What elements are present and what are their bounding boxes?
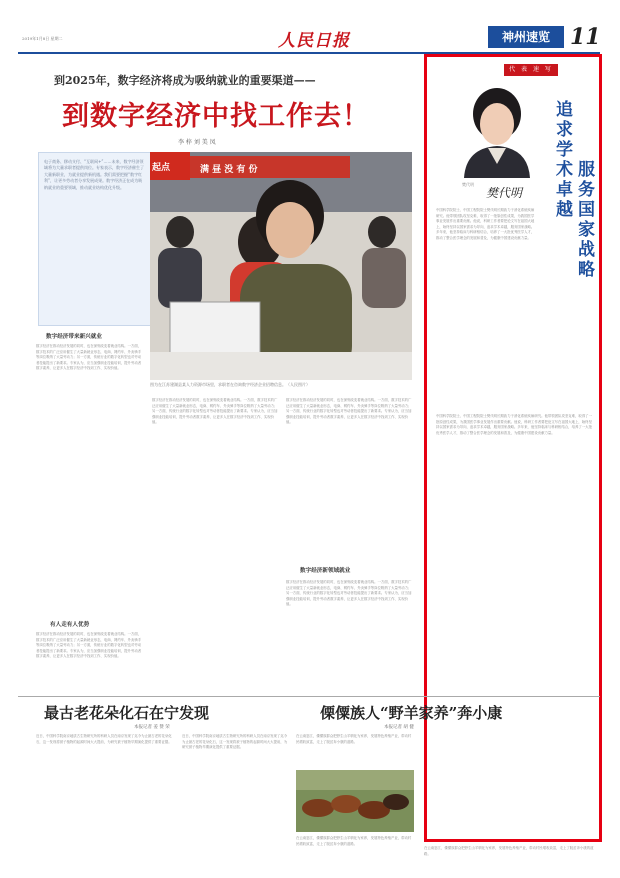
photo-caption [150,382,412,388]
photo-credit: （人民图片） [286,382,310,387]
sidebar-body-2: 中国科学院院士、中国工程院院士樊代明长期致力于消化系统疾病研究。他带领团队攻坚克难，取得了一批原创性成果，为我国医学事业发展作出重要贡献。他说，科研工作者要把论文写在祖国大地上，始终坚持以国家需求为导向，追求学术卓越，服务国家战略。多年来，他坚持临床与科研相结合，培养了一大批优秀医学人才，推动了整合医学理念的发展和普及，为健康中国建设贡献力量。 [436,414,592,435]
sidebar-body-1: 中国科学院院士、中国工程院院士樊代明长期致力于消化系统疾病研究。他带领团队攻坚克难，取得了一批原创性成果，为我国医学事业发展作出重要贡献。他说，科研工作者要把论文写在祖国大地上，始终坚持以国家需求为导向，追求学术卓越，服务国家战略。多年来，他坚持临床与科研相结合，培养了一大批优秀医学人才，推动了整合医学理念的发展和普及，为健康中国建设贡献力量。 [436,208,535,240]
issue-date: 2019年1月8日 星期二 [22,36,63,41]
photo-banner-left: 起点 [152,163,171,173]
bottom-right-body-2: 在云南怒江，傈僳族群众把野生山羊驯化为家养，发展特色养殖产业，带动村民增收致富，走上了脱贫奔小康的道路。 [296,836,412,846]
subhead-2: 有人走有人优势 [50,622,90,628]
story-photo [150,152,412,380]
body-column-1b: 数字经济在推动经济发展的同时，也在深刻改变着就业结构。一方面，数字技术的广泛应用催生了大量新就业形态，电商、网约车、外卖骑手等岗位吸纳了大量劳动力；另一方面，传统行业的数字化转型也对劳动者技能提出了新要求。专家认为，应当加强职业技能培训，提升劳动者数字素养，让更多人在数字经济中找到工作、实现价值。 [36,632,142,659]
caption-text: 图为在江苏建湖县某人力资源市场里，求职者在咨询数字经济企业招聘信息。 [150,382,286,387]
bottom-left-headline: 最古老花朵化石在宁发现 [44,704,210,722]
sidebar-title-line-2: 服务国家战略 [574,160,594,280]
lede-box [38,152,152,326]
story-kicker: 到2025年，数字经济将成为吸纳就业的重要渠道—— [54,74,316,87]
signature: 樊代明 [486,186,523,200]
subhead-3: 数字经济新领域就业 [300,568,351,574]
newspaper-masthead: 人民日报 [278,31,350,51]
yak-photo [296,770,414,832]
section-label: 神州速览 [488,26,564,48]
sidebar-tag: 代 表 速 写 [504,64,558,76]
bottom-right-headline: 傈僳族人“野羊家养”奔小康 [320,704,503,722]
lede-text: 电子商务、移动支付、“互联网+”……未来，数字经济领域将为大量求职者提供岗位。专家表示，数字经济催生了大量新职业，为就业提供新机遇。我们需要把握“数字红利”，让更多劳动者分享发展成果。数字经济正在成为吸纳就业的重要领域，推动就业结构优化升级。 [44,159,144,190]
body-column-3b: 数字经济在推动经济发展的同时，也在深刻改变着就业结构。一方面，数字技术的广泛应用催生了大量新就业形态，电商、网约车、外卖骑手等岗位吸纳了大量劳动力；另一方面，传统行业的数字化转型也对劳动者技能提出了新要求。专家认为，应当加强职业技能培训，提升劳动者数字素养，让更多人在数字经济中找到工作、实现价值。 [286,580,412,607]
bottom-right-body-3: 在云南怒江，傈僳族群众把野生山羊驯化为家养，发展特色养殖产业，带动村民增收致富，走上了脱贫奔小康的道路。 [424,846,594,856]
bottom-right-byline: 本报记者 胡 健 [384,725,414,730]
bottom-right-body-1: 在云南怒江，傈僳族群众把野生山羊驯化为家养，发展特色养殖产业，带动村民增收致富，走上了脱贫奔小康的道路。 [296,734,412,744]
story-byline: 李 梓 刘 美 凤 [178,139,216,146]
bottom-rule [18,696,600,697]
body-column-3: 数字经济在推动经济发展的同时，也在深刻改变着就业结构。一方面，数字技术的广泛应用催生了大量新就业形态，电商、网约车、外卖骑手等岗位吸纳了大量劳动力；另一方面，传统行业的数字化转型也对劳动者技能提出了新要求。专家认为，应当加强职业技能培训，提升劳动者数字素养，让更多人在数字经济中找到工作、实现价值。 [286,398,412,425]
portrait-photo [458,84,536,178]
page-number: 11 [570,24,601,50]
portrait-label: 樊代明 [462,182,474,187]
story-headline: 到数字经济中找工作去！ [62,101,370,132]
bottom-left-body-2: 近日，中国科学院南京地质古生物研究所的科研人员在南京发现了迄今为止最古老的花朵化石，这一发现将被子植物的起源时间大大提前，为研究被子植物早期演化提供了重要证据。 [182,734,288,750]
bottom-left-byline: 本报记者 姜 赞 荣 [134,725,170,730]
body-column-1: 数字经济在推动经济发展的同时，也在深刻改变着就业结构。一方面，数字技术的广泛应用催生了大量新就业形态，电商、网约车、外卖骑手等岗位吸纳了大量劳动力；另一方面，传统行业的数字化转型也对劳动者技能提出了新要求。专家认为，应当加强职业技能培训，提升劳动者数字素养，让更多人在数字经济中找到工作、实现价值。 [36,344,142,371]
subhead-1: 数字经济带来新兴就业 [46,334,102,340]
bottom-left-body-1: 近日，中国科学院南京地质古生物研究所的科研人员在南京发现了迄今为止最古老的花朵化石，这一发现将被子植物的起源时间大大提前，为研究被子植物早期演化提供了重要证据。 [36,734,172,744]
sidebar-title-line-1: 追求学术卓越 [552,100,572,220]
photo-banner-right: 满 昼 没 有 份 [200,165,258,175]
body-column-2: 数字经济在推动经济发展的同时，也在深刻改变着就业结构。一方面，数字技术的广泛应用催生了大量新就业形态，电商、网约车、外卖骑手等岗位吸纳了大量劳动力；另一方面，传统行业的数字化转型也对劳动者技能提出了新要求。专家认为，应当加强职业技能培训，提升劳动者数字素养，让更多人在数字经济中找到工作、实现价值。 [152,398,278,425]
